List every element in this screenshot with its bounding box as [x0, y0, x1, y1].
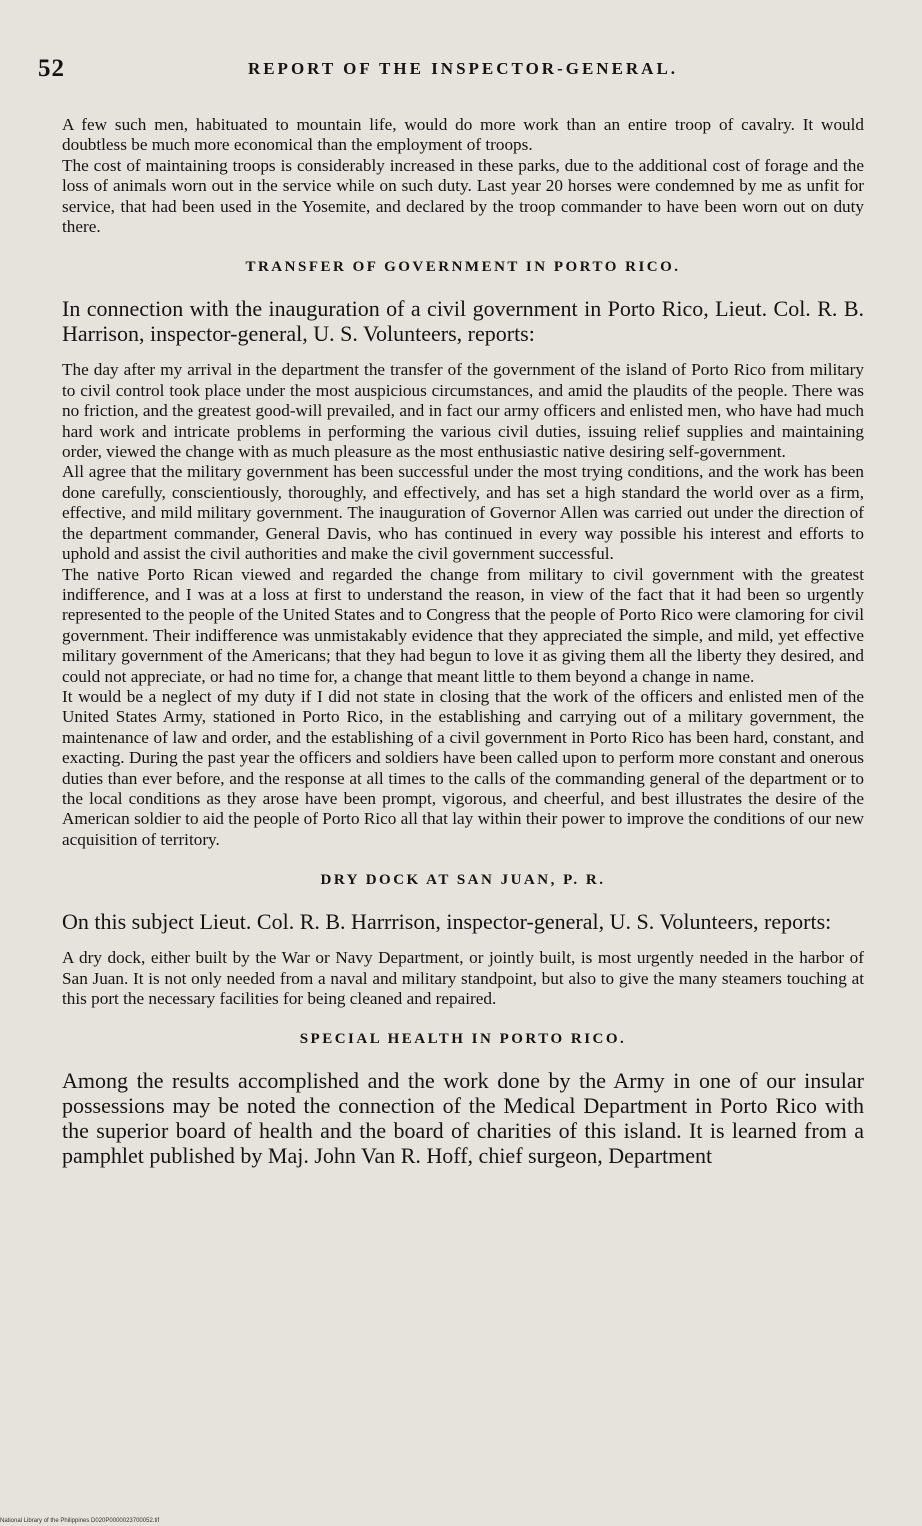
lead-paragraph: In connection with the inauguration of a civil government in Porto Rico, Lieut. Col. R. B. Harrison, inspector-general, U. S. Volunteers, reports:: [62, 296, 864, 347]
body-paragraph: The day after my arrival in the department the transfer of the government of the island of Porto Rico from military to civil control took place under the most auspicious circumstances, and amid the plaudits of the people. There was no friction, and the greatest good-will prevailed, and in fact our army officers and enlisted men, who have had much hard work and intricate problems in performing the various civil duties, issuing relief supplies and maintaining order, viewed the change with as much pleasure as the most enthusiastic native desiring self-government.: [62, 360, 864, 462]
section-title-drydock: DRY DOCK AT SAN JUAN, P. R.: [320, 872, 606, 889]
page-header: [38, 55, 864, 91]
running-head: REPORT OF THE INSPECTOR-GENERAL.: [247, 59, 679, 78]
section-lead-health: [62, 1068, 864, 1168]
lead-paragraph: On this subject Lieut. Col. R. B. Harrrison, inspector-general, U. S. Volunteers, reports:: [62, 909, 832, 935]
body-paragraph: The native Porto Rican viewed and regarded the change from military to civil government with the greatest indifference, and I was at a loss at first to understand the reason, in view of the fact that it had been so urgently represented to the people of the United States and to Congress that the people of Porto Rico were clamoring for civil government. Their indifference was unmistakably evidence that they appreciated the simple, and mild, yet effective military government of the Americans; that they had begun to love it as giving them all the liberty they desired, and could not appreciate, or had no time for, a change that meant little to them beyond a change in name.: [62, 564, 864, 686]
intro-paragraph: The cost of maintaining troops is considerably increased in these parks, due to the additional cost of forage and the loss of animals worn out in the service while on such duty. Last year 20 horses were condemned by me as unfit for service, that had been used in the Yosemite, and declared by the troop commander to have been worn out on duty there.: [62, 155, 864, 237]
section-lead-drydock: [62, 909, 864, 934]
section-lead-transfer: [62, 296, 864, 346]
section-title-transfer: TRANSFER OF GOVERNMENT IN PORTO RICO.: [245, 259, 681, 276]
transfer-body: [62, 360, 864, 850]
lead-paragraph: Among the results accomplished and the work done by the Army in one of our insular possessions may be noted the connection of the Medical Department in Porto Rico with the superior board of health and the board of charities of this island. It is learned from a pamphlet published by Maj. John Van R. Hoff, chief surgeon, Department: [62, 1068, 864, 1169]
page-number: 52: [38, 55, 65, 82]
scan-footer: National Library of the Philippines D020P0000023700052.tif: [0, 1518, 160, 1524]
drydock-body: [62, 948, 864, 1009]
body-paragraph: All agree that the military government has been successful under the most trying conditions, and the work has been done carefully, conscientiously, thoroughly, and effectively, and has set a high standard the world over as a firm, effective, and mild military government. The inauguration of Governor Allen was carried out under the direction of the department commander, General Davis, who has continued in every way possible his interest and efforts to uphold and assist the civil authorities and make the civil government successful.: [62, 462, 864, 564]
body-paragraph: It would be a neglect of my duty if I did not state in closing that the work of the officers and enlisted men of the United States Army, stationed in Porto Rico, in the establishing and carrying out of a military government, the maintenance of law and order, and the establishing of a civil government in Porto Rico has been hard, constant, and exacting. During the past year the officers and soldiers have been called upon to perform more constant and onerous duties than ever before, and the response at all times to the calls of the commanding general of the department or to the local conditions as they arose have been prompt, vigorous, and cheerful, and best illustrates the desire of the American soldier to aid the people of Porto Rico all that lay within their power to improve the conditions of our new acquisition of territory.: [62, 686, 864, 849]
intro-section: [62, 115, 864, 237]
section-title-health: SPECIAL HEALTH IN PORTO RICO.: [299, 1031, 627, 1048]
body-paragraph: A dry dock, either built by the War or Navy Department, or jointly built, is most urgently needed in the harbor of San Juan. It is not only needed from a naval and military standpoint, but also to give the many steamers touching at this port the necessary facilities for being cleaned and repaired.: [62, 948, 864, 1008]
intro-paragraph: A few such men, habituated to mountain life, would do more work than an entire troop of cavalry. It would doubtless be much more economical than the employment of troops.: [62, 115, 864, 155]
